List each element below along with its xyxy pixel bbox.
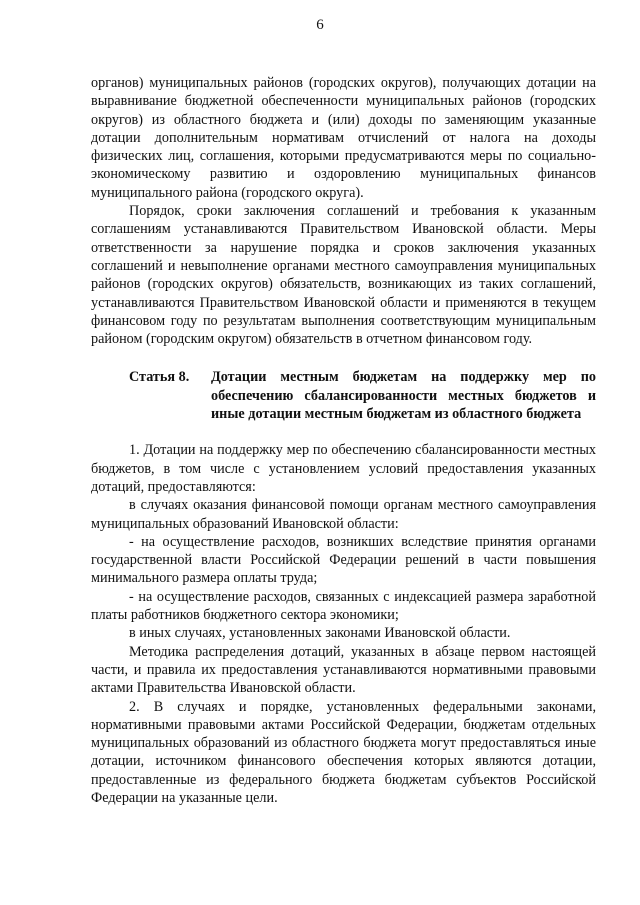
- paragraph-other-cases: в иных случаях, установленных законами Ивановской области.: [129, 625, 511, 642]
- article-label: Статья 8.: [129, 369, 190, 386]
- paragraph-min-wage: - на осуществление расходов, возникших вследствие принятия органами государственной власти Российской Федерации решений в части повышения минимального размера оплаты труда;: [91, 533, 596, 587]
- paragraph-financial-aid: в случаях оказания финансовой помощи органам местного самоуправления муниципальных образований Ивановской области:: [91, 497, 596, 532]
- paragraph-agreements-procedure: Порядок, сроки заключения соглашений и требования к указанным соглашениям устанавливаются Правительством Ивановской области. Меры ответственности за нарушение порядка и сроков заключения указанных соглашений и невыполнение органами местного самоуправления муниципальных районов (городских округов) обязательств, возникающих из таких соглашений, устанавливаются Правительством Ивановской области и применяются в текущем финансовом году по результатам выполнения соответствующим муниципальным районом (городским округом) обязательств в отчетном финансовом году.: [91, 203, 596, 348]
- paragraph-methodology: Методика распределения дотаций, указанных в абзаце первом настоящей части, и правила их предоставления устанавливаются нормативными правовыми актами Правительства Ивановской области.: [91, 643, 596, 697]
- paragraph-item-2: 2. В случаях и порядке, установленных федеральными законами, нормативными правовыми актами Российской Федерации, бюджетам отдельных муниципальных образований из областного бюджета могут предоставляться иные дотации, источником финансового обеспечения которых являются дотации, предоставленные из федерального бюджета бюджетам субъектов Российской Федерации на указанные цели.: [91, 698, 596, 806]
- page-number: 6: [316, 17, 324, 33]
- article-title: Дотации местным бюджетам на поддержку мер по обеспечению сбалансированности местных бюджетов и иные дотации местным бюджетам из областного бюджета: [211, 369, 596, 423]
- paragraph-item-1: 1. Дотации на поддержку мер по обеспечению сбалансированности местных бюджетов, в том числе с установлением условий предоставления указанных дотаций, предоставляются:: [91, 442, 596, 495]
- paragraph-wage-indexation: - на осуществление расходов, связанных с индексацией размера заработной платы работников бюджетного сектора экономики;: [91, 588, 596, 624]
- document-body: [91, 74, 596, 807]
- paragraph-continuation: органов) муниципальных районов (городских округов), получающих дотации на выравнивание бюджетной обеспеченности муниципальных районов (городских округов) из областного бюджета и (или) доходы по заменяющим указанные дотации дополнительным нормативам отчислений от налога на доходы физических лиц, соглашения, которыми предусматриваются меры по социально-экономическому развитию и оздоровлению муниципальных финансов муниципального района (городского округа).: [91, 75, 596, 201]
- article-heading: [129, 368, 596, 423]
